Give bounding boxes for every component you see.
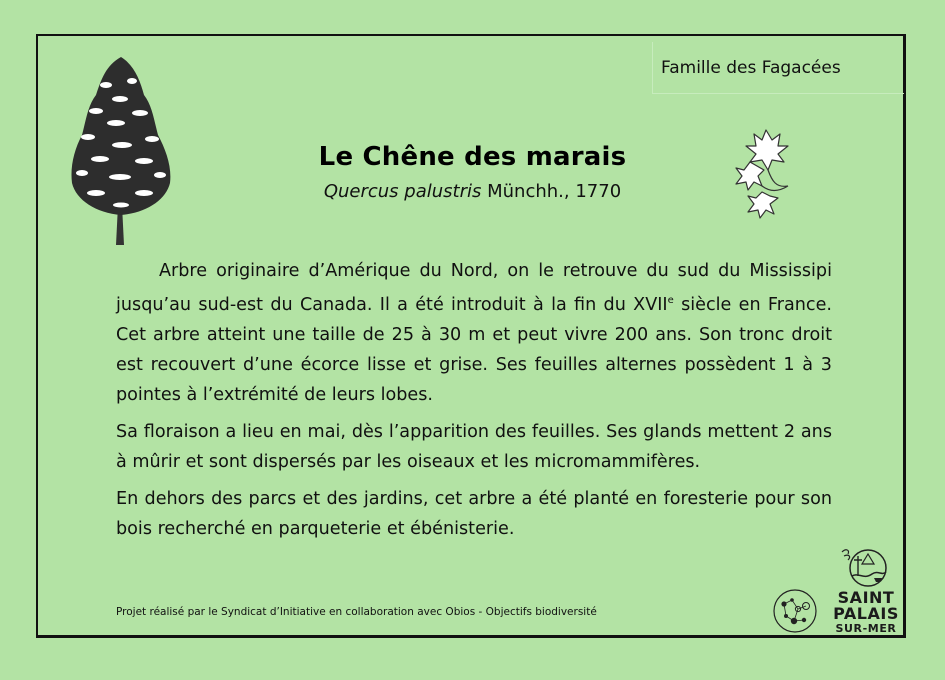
paragraph-1-text-a: Arbre originaire d’Amérique du Nord, on le retrouve du sud du Mississipi jusqu’au sud-est du Canada. Il a été introduit à la fin du XVII bbox=[116, 261, 832, 315]
scientific-name-line bbox=[0, 181, 945, 202]
scientific-name: Quercus palustris bbox=[323, 181, 482, 202]
footer-credit: Projet réalisé par le Syndicat d’Initiative en collaboration avec Obios - Objectifs biodiversité bbox=[116, 606, 597, 618]
author-citation: Münchh., 1770 bbox=[487, 181, 622, 202]
page-title: Le Chêne des marais bbox=[318, 142, 627, 172]
saint-palais-emblem-icon bbox=[838, 546, 890, 590]
obios-logo-icon bbox=[772, 588, 818, 634]
oak-leaf-icon bbox=[732, 126, 800, 222]
paragraph-1 bbox=[116, 256, 832, 410]
paragraph-3: En dehors des parcs et des jardins, cet arbre a été planté en foresterie pour son bois recherché en parqueterie et ébénisterie. bbox=[116, 488, 832, 539]
logo-line-2: PALAIS bbox=[833, 604, 899, 623]
logo-line-1: SAINT bbox=[837, 588, 895, 607]
paragraph-2: Sa floraison a lieu en mai, dès l’apparition des feuilles. Ses glands mettent 2 ans à mûrir et sont dispersés par les oiseaux et les micromammifères. bbox=[116, 421, 832, 472]
logo-line-3: SUR-MER bbox=[835, 622, 897, 635]
superscript-e: e bbox=[667, 295, 674, 306]
paragraph-1-text-b: siècle en France. Cet arbre atteint une taille de 25 à 30 m et peut vivre 200 ans. Son tronc droit est recouvert d’une écorce lisse et grise. Ses feuilles alternes possèdent 1 à 3 pointes à l’extrémité de leurs lobes. bbox=[116, 294, 832, 405]
family-label: Famille des Fagacées bbox=[652, 42, 904, 94]
saint-palais-logo bbox=[826, 590, 906, 635]
description bbox=[116, 256, 832, 551]
